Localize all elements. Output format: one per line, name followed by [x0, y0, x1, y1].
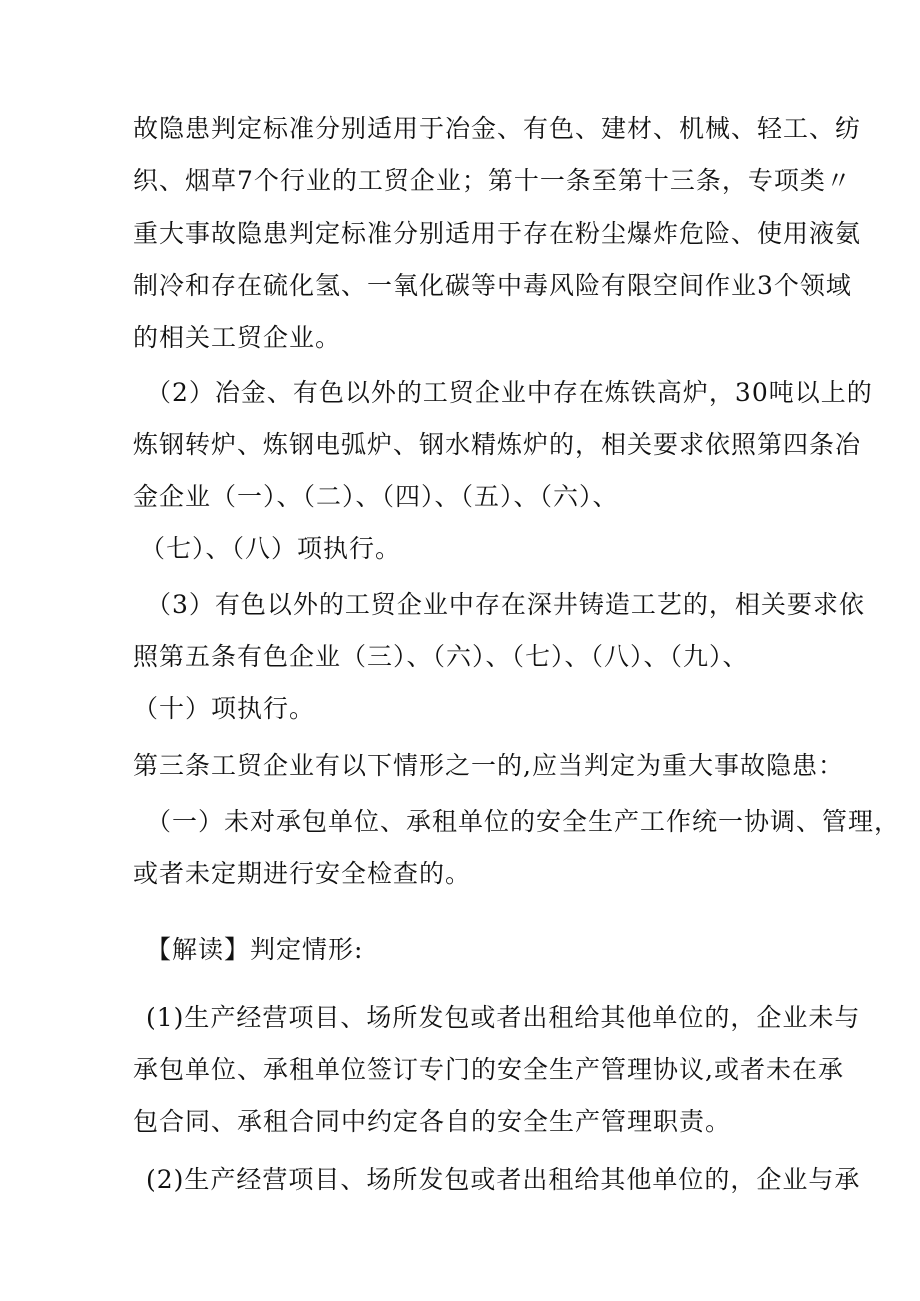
text-line-2: 织、烟草7个行业的工贸企业；第十一条至第十三条，专项类〃	[133, 166, 852, 195]
text-line-17: (1)生产经营项目、场所发包或者出租给其他单位的，企业未与	[146, 1003, 861, 1032]
text-line-13: 第三条工贸企业有以下情形之一的,应当判定为重大事故隐患：	[133, 751, 844, 780]
text-line-14: （一）未对承包单位、承租单位的安全生产工作统一协调、管理，	[146, 807, 901, 836]
text-line-8: 金企业（一）、（二）、（四）、（五）、（六）、	[133, 482, 619, 511]
text-line-11: 照第五条有色企业（三）、（六）、（七）、（八）、（九）、	[133, 642, 749, 671]
text-line-5: 的相关工贸企业。	[133, 323, 342, 352]
text-line-19: 包合同、承租合同中约定各自的安全生产管理职责。	[133, 1107, 732, 1136]
text-line-18: 承包单位、承租单位签订专门的安全生产管理协议,或者未在承	[133, 1055, 844, 1084]
text-line-4: 制冷和存在硫化氢、一氧化碳等中毒风险有限空间作业3个领域	[133, 271, 852, 300]
text-line-9: （七）、（八）项执行。	[140, 534, 402, 563]
text-line-7: 炼钢转炉、炼钢电弧炉、钢水精炼炉的，相关要求依照第四条冶	[133, 430, 862, 459]
text-line-16: 【解读】判定情形:	[146, 935, 364, 964]
text-line-12: （十）项执行。	[133, 694, 316, 723]
text-line-1: 故隐患判定标准分别适用于冶金、有色、建材、机械、轻工、纺	[133, 114, 862, 143]
text-line-10: （3）有色以外的工贸企业中存在深井铸造工艺的，相关要求依	[146, 590, 865, 619]
text-line-3: 重大事故隐患判定标准分别适用于存在粉尘爆炸危险、使用液氨	[133, 219, 862, 248]
text-line-20: (2)生产经营项目、场所发包或者出租给其他单位的，企业与承	[146, 1165, 861, 1194]
text-line-15: 或者未定期进行安全检查的。	[133, 859, 472, 888]
text-line-6: （2）冶金、有色以外的工贸企业中存在炼铁高炉，30吨以上的	[146, 378, 873, 407]
